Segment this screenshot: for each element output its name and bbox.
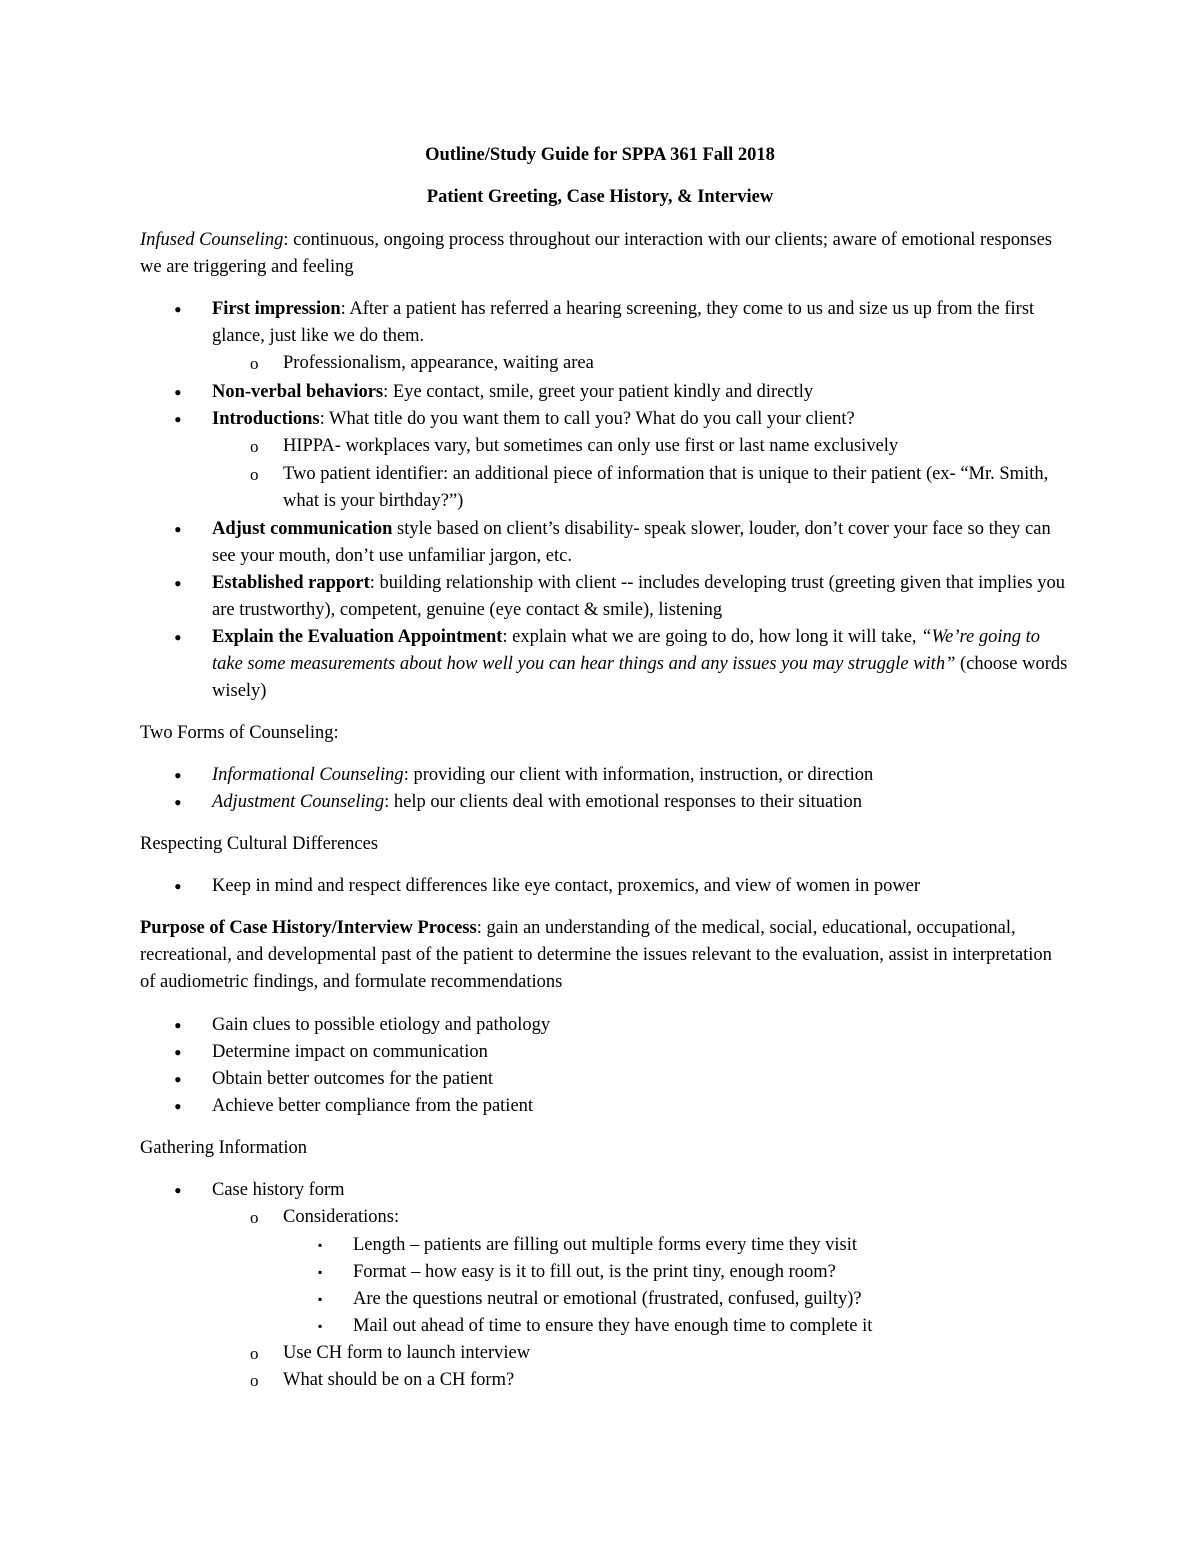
document-title: Outline/Study Guide for SPPA 361 Fall 2018	[425, 145, 775, 165]
list-item: Introductions: What title do you want them to call you? What do you call your client?	[212, 409, 855, 429]
square-bullet-icon: ▪	[318, 1319, 323, 1333]
square-bullet-icon: ▪	[318, 1265, 323, 1279]
bullet-icon: •	[174, 517, 182, 542]
infused-counseling-paragraph	[140, 227, 1060, 281]
list-item: Case history form	[212, 1180, 345, 1200]
sub-bullet-icon: o	[250, 465, 259, 484]
list-item: First impression: After a patient has referred a hearing screening, they come to us and size us up from the first glance, just like we do them.	[212, 299, 1035, 346]
list-item: Adjustment Counseling: help our clients deal with emotional responses to their situation	[212, 792, 862, 812]
section-heading: Gathering Information	[140, 1138, 307, 1158]
sub-bullet-icon: o	[250, 1371, 259, 1390]
bullet-icon: •	[174, 874, 182, 899]
bullet-icon: •	[174, 571, 182, 596]
list-item: Non-verbal behaviors: Eye contact, smile, greet your patient kindly and directly	[212, 382, 814, 402]
list-item: Use CH form to launch interview	[283, 1343, 531, 1363]
sub-bullet-icon: o	[250, 1344, 259, 1363]
list-item: Mail out ahead of time to ensure they have enough time to complete it	[353, 1316, 873, 1336]
bullet-icon: •	[174, 1067, 182, 1092]
section-heading: Respecting Cultural Differences	[140, 834, 379, 854]
list-item: Achieve better compliance from the patient	[212, 1096, 534, 1116]
list-item: Two patient identifier: an additional piece of information that is unique to their patient (ex- “Mr. Smith, what is your birthday?”)	[283, 464, 1049, 511]
list-item: Considerations:	[283, 1207, 400, 1227]
sub-bullet-icon: o	[250, 354, 259, 373]
purpose-paragraph: Purpose of Case History/Interview Process: gain an understanding of the medical, social, educational, occupational, recreational, and developmental past of the patient to determine the issues relevant to the evaluation, assist in interpretation of audiometric findings, and formulate recommendations	[140, 918, 1052, 992]
bullet-icon: •	[174, 625, 182, 650]
infused-text: : continuous, ongoing process throughout our interaction with our clients; aware of emotional responses we are triggering and feeling	[140, 230, 1052, 277]
list-item: Adjust communication style based on client’s disability- speak slower, louder, don’t cover your face so they can see your mouth, don’t use unfamiliar jargon, etc.	[212, 519, 1051, 566]
list-item: Informational Counseling: providing our client with information, instruction, or direction	[212, 765, 874, 785]
list-item: Explain the Evaluation Appointment: explain what we are going to do, how long it will take, “We’re going to take some measurements about how well you can hear things and any issues you may struggle with” (choose words wisely)	[212, 627, 1068, 701]
list-item: Determine impact on communication	[212, 1042, 488, 1062]
bullet-icon: •	[174, 380, 182, 405]
list-item: HIPPA- workplaces vary, but sometimes can only use first or last name exclusively	[283, 436, 899, 456]
square-bullet-icon: ▪	[318, 1292, 323, 1306]
section-heading: Two Forms of Counseling:	[140, 723, 339, 743]
bullet-icon: •	[174, 1013, 182, 1038]
list-item: Gain clues to possible etiology and pathology	[212, 1015, 551, 1035]
list-item: Length – patients are filling out multiple forms every time they visit	[353, 1235, 858, 1255]
list-item: Are the questions neutral or emotional (frustrated, confused, guilty)?	[353, 1289, 862, 1309]
list-item: Professionalism, appearance, waiting area	[283, 353, 594, 373]
bullet-icon: •	[174, 297, 182, 322]
bullet-icon: •	[174, 790, 182, 815]
list-item: Format – how easy is it to fill out, is the print tiny, enough room?	[353, 1262, 836, 1282]
bullet-icon: •	[174, 1094, 182, 1119]
list-item: Established rapport: building relationship with client -- includes developing trust (greeting given that implies you are trustworthy), competent, genuine (eye contact & smile), listening	[212, 573, 1065, 620]
bullet-icon: •	[174, 1178, 182, 1203]
bullet-icon: •	[174, 407, 182, 432]
document-subtitle: Patient Greeting, Case History, & Interview	[426, 187, 774, 207]
list-item: What should be on a CH form?	[283, 1370, 515, 1390]
list-item: Obtain better outcomes for the patient	[212, 1069, 494, 1089]
square-bullet-icon: ▪	[318, 1238, 323, 1252]
bullet-icon: •	[174, 763, 182, 788]
bullet-icon: •	[174, 1040, 182, 1065]
sub-bullet-icon: o	[250, 437, 259, 456]
list-item: Keep in mind and respect differences like eye contact, proxemics, and view of women in power	[212, 876, 921, 896]
infused-term: Infused Counseling	[140, 230, 284, 250]
sub-bullet-icon: o	[250, 1208, 259, 1227]
